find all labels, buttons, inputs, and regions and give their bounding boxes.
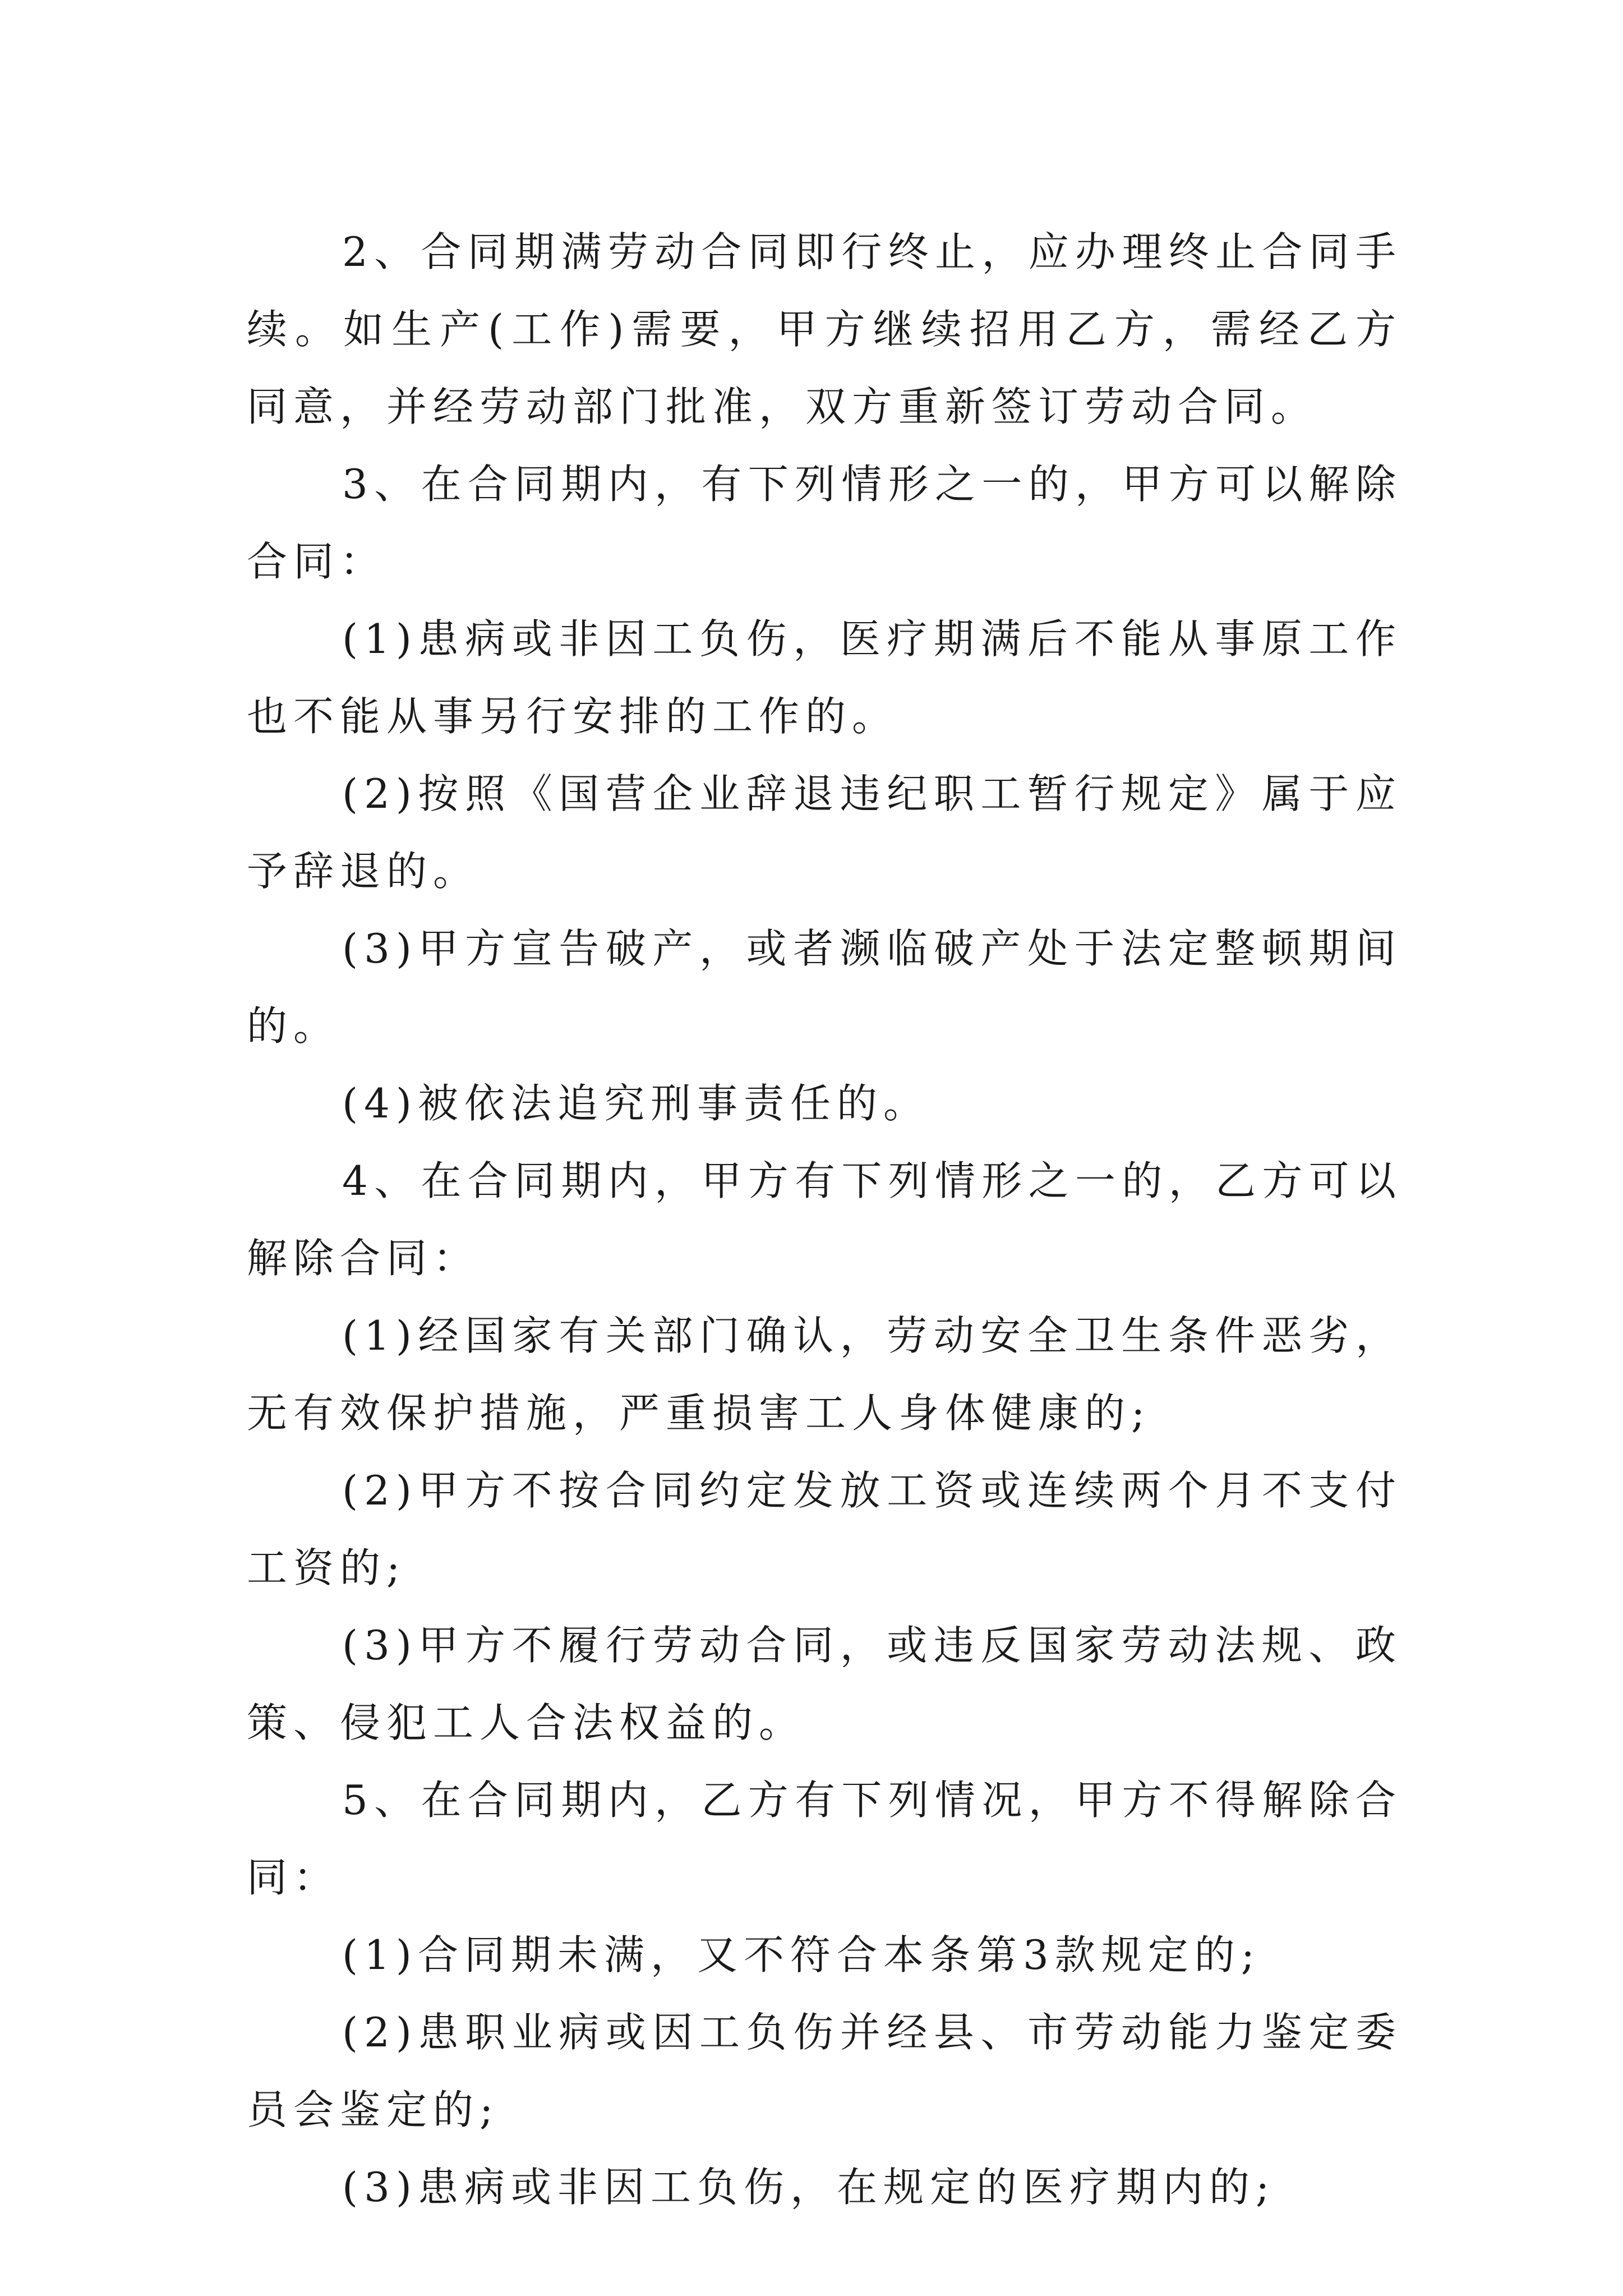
paragraph: (2)甲方不按合同约定发放工资或连续两个月不支付工资的; [247,1467,1402,1591]
paragraph: (1)经国家有关部门确认，劳动安全卫生条件恶劣，无有效保护措施，严重损害工人身体健康的; [247,1312,1402,1437]
paragraph: 4、在合同期内，甲方有下列情形之一的，乙方可以解除合同： [247,1157,1402,1282]
paragraph: 5、在合同期内，乙方有下列情况，甲方不得解除合同： [247,1777,1402,1901]
paragraph: (4)被依法追究刑事责任的。 [342,1080,930,1127]
paragraph: (3)甲方不履行劳动合同，或违反国家劳动法规、政策、侵犯工人合法权益的。 [247,1622,1402,1746]
paragraph: (2)按照《国营企业辞退违纪职工暂行规定》属于应予辞退的。 [247,770,1402,895]
paragraph: 3、在合同期内，有下列情形之一的，甲方可以解除合同： [247,461,1402,585]
paragraph: (2)患职业病或因工负伤并经县、市劳动能力鉴定委员会鉴定的; [247,2009,1402,2133]
paragraph: (3)甲方宣告破产，或者濒临破产处于法定整顿期间的。 [247,925,1402,1050]
document-body [247,213,1402,2226]
paragraph: (3)患病或非因工负伤，在规定的医疗期内的; [342,2164,1276,2211]
paragraph: (1)患病或非因工负伤，医疗期满后不能从事原工作也不能从事另行安排的工作的。 [247,615,1402,740]
paragraph: (1)合同期未满，又不符合本条第3款规定的; [342,1931,1261,1978]
paragraph: 2、合同期满劳动合同即行终止，应办理终止合同手续。如生产(工作)需要，甲方继续招用乙方，需经乙方同意，并经劳动部门批准，双方重新签订劳动合同。 [247,228,1402,430]
